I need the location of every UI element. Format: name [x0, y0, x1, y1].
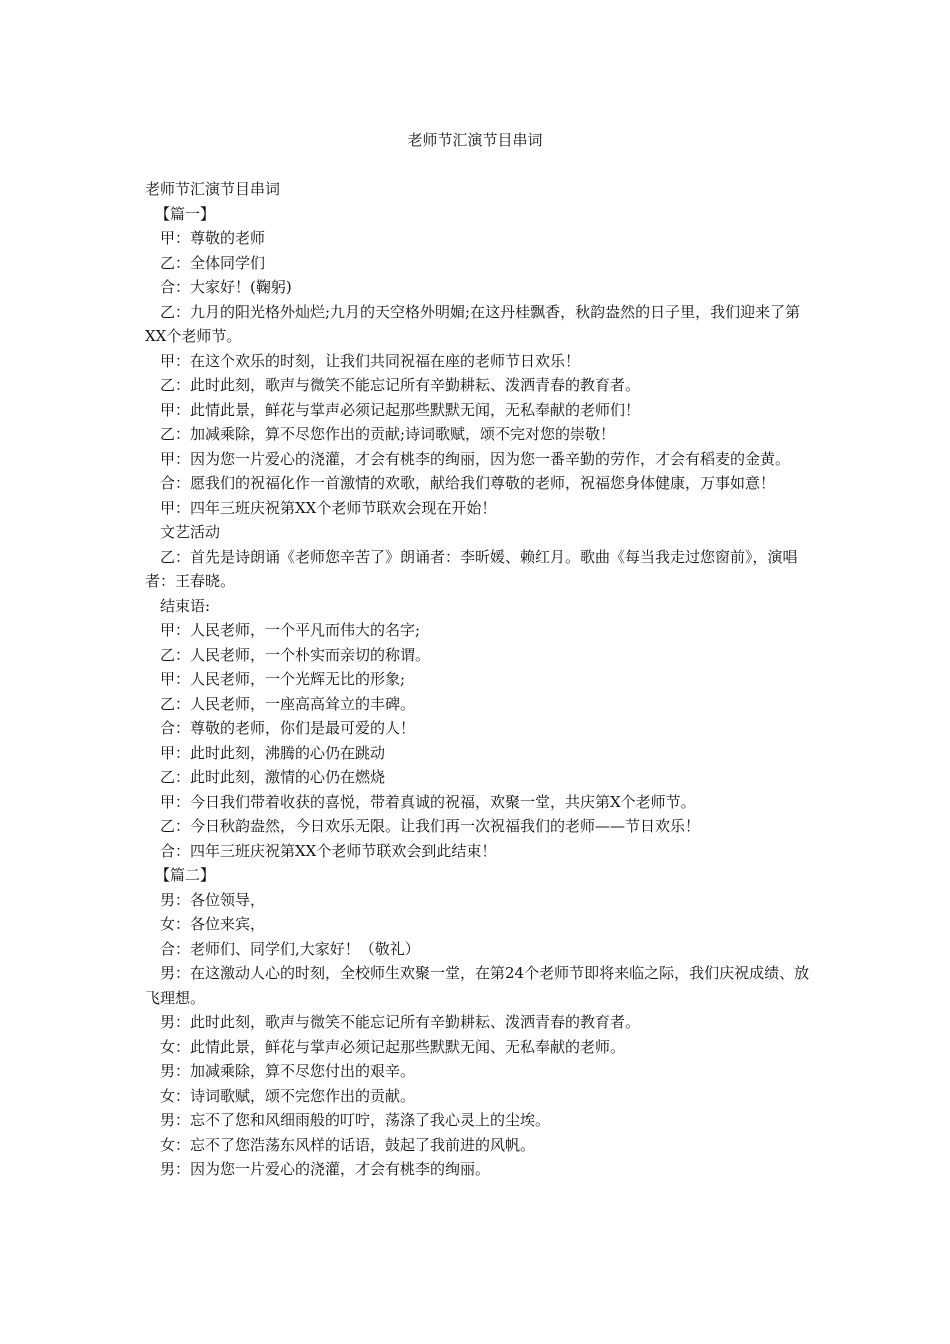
script-line: 乙：首先是诗朗诵《老师您辛苦了》朗诵者：李昕媛、赖红月。歌曲《每当我走过您窗前》，演唱者：王春晓。: [145, 547, 798, 590]
script-line: 甲：在这个欢乐的时刻，让我们共同祝福在座的老师节日欢乐！: [160, 351, 581, 370]
script-line: 男：此时此刻，歌声与微笑不能忘记所有辛勤耕耘、泼洒青春的教育者。: [160, 1013, 641, 1031]
script-line: 乙：全体同学们: [160, 253, 266, 272]
script-line: 乙：此时此刻，激情的心仍在燃烧: [160, 768, 386, 786]
script-line: 合：老师们、同学们,大家好！（敬礼）: [160, 939, 420, 958]
script-line: 甲：尊敬的老师: [160, 229, 266, 247]
script-line: 男：忘不了您和风细雨般的叮咛，荡涤了我心灵上的尘埃。: [160, 1111, 551, 1129]
script-line: 乙：加减乘除，算不尽您作出的贡献;诗词歌赋，颂不完对您的崇敬！: [160, 425, 616, 443]
script-line: 甲：此时此刻，沸腾的心仍在跳动: [160, 743, 386, 762]
section-heading: 【篇二】: [155, 866, 216, 884]
script-line: 甲：四年三班庆祝第XX个老师节联欢会现在开始！: [160, 498, 497, 517]
script-line: 乙：九月的阳光格外灿烂;九月的天空格外明媚;在这丹桂飘香，秋韵盎然的日子里，我们迎来了第XX个老师节。: [145, 302, 801, 345]
script-line: 女：此情此景，鲜花与掌声必须记起那些默默无闻、无私奉献的老师。: [160, 1037, 626, 1056]
script-line: 男：在这激动人心的时刻，全校师生欢聚一堂，在第24个老师节即将来临之际，我们庆祝成绩、放飞理想。: [145, 964, 810, 1007]
script-line: 女：忘不了您浩荡东风样的话语，鼓起了我前进的风帆。: [160, 1135, 536, 1154]
script-line: 合：尊敬的老师，你们是最可爱的人！: [160, 719, 416, 737]
script-line: 甲：此情此景，鲜花与掌声必须记起那些默默无闻，无私奉献的老师们！: [160, 400, 641, 419]
script-line: 甲：人民老师，一个平凡而伟大的名字;: [160, 621, 421, 639]
script-line: 乙：今日秋韵盎然，今日欢乐无限。让我们再一次祝福我们的老师——节日欢乐！: [160, 817, 701, 835]
script-line: 合：四年三班庆祝第XX个老师节联欢会到此结束！: [160, 841, 497, 860]
script-line: 合：愿我们的祝福化作一首激情的欢歌，献给我们尊敬的老师，祝福您身体健康，万事如意！: [160, 474, 776, 492]
script-line: 女：诗词歌赋，颂不完您作出的贡献。: [160, 1086, 416, 1105]
script-line: 乙：人民老师，一座高高耸立的丰碑。: [160, 694, 416, 713]
script-line: 乙：人民老师，一个朴实而亲切的称谓。: [160, 645, 431, 664]
document-body: [145, 177, 810, 1182]
script-line: 结束语:: [160, 596, 211, 615]
script-line: 男：加减乘除，算不尽您付出的艰辛。: [160, 1062, 416, 1080]
document-title: 老师节汇演节目串词: [407, 131, 543, 149]
script-line: 甲：人民老师，一个光辉无比的形象;: [160, 670, 406, 688]
script-line: 女：各位来宾，: [160, 915, 266, 933]
script-line: 男：各位领导，: [160, 890, 266, 909]
body-heading: 老师节汇演节目串词: [145, 180, 281, 198]
script-line: 甲：因为您一片爱心的浇灌，才会有桃李的绚丽，因为您一番辛勤的劳作，才会有稻麦的金黄。: [160, 449, 791, 468]
script-line: 文艺活动: [160, 523, 221, 541]
script-line: 乙：此时此刻，歌声与微笑不能忘记所有辛勤耕耘、泼洒青春的教育者。: [160, 376, 641, 394]
script-line: 合：大家好！(鞠躬): [160, 278, 292, 296]
script-line: 甲：今日我们带着收获的喜悦，带着真诚的祝福，欢聚一堂，共庆第X个老师节。: [160, 792, 696, 811]
script-line: 男：因为您一片爱心的浇灌，才会有桃李的绚丽。: [160, 1160, 491, 1178]
section-heading: 【篇一】: [155, 204, 216, 223]
